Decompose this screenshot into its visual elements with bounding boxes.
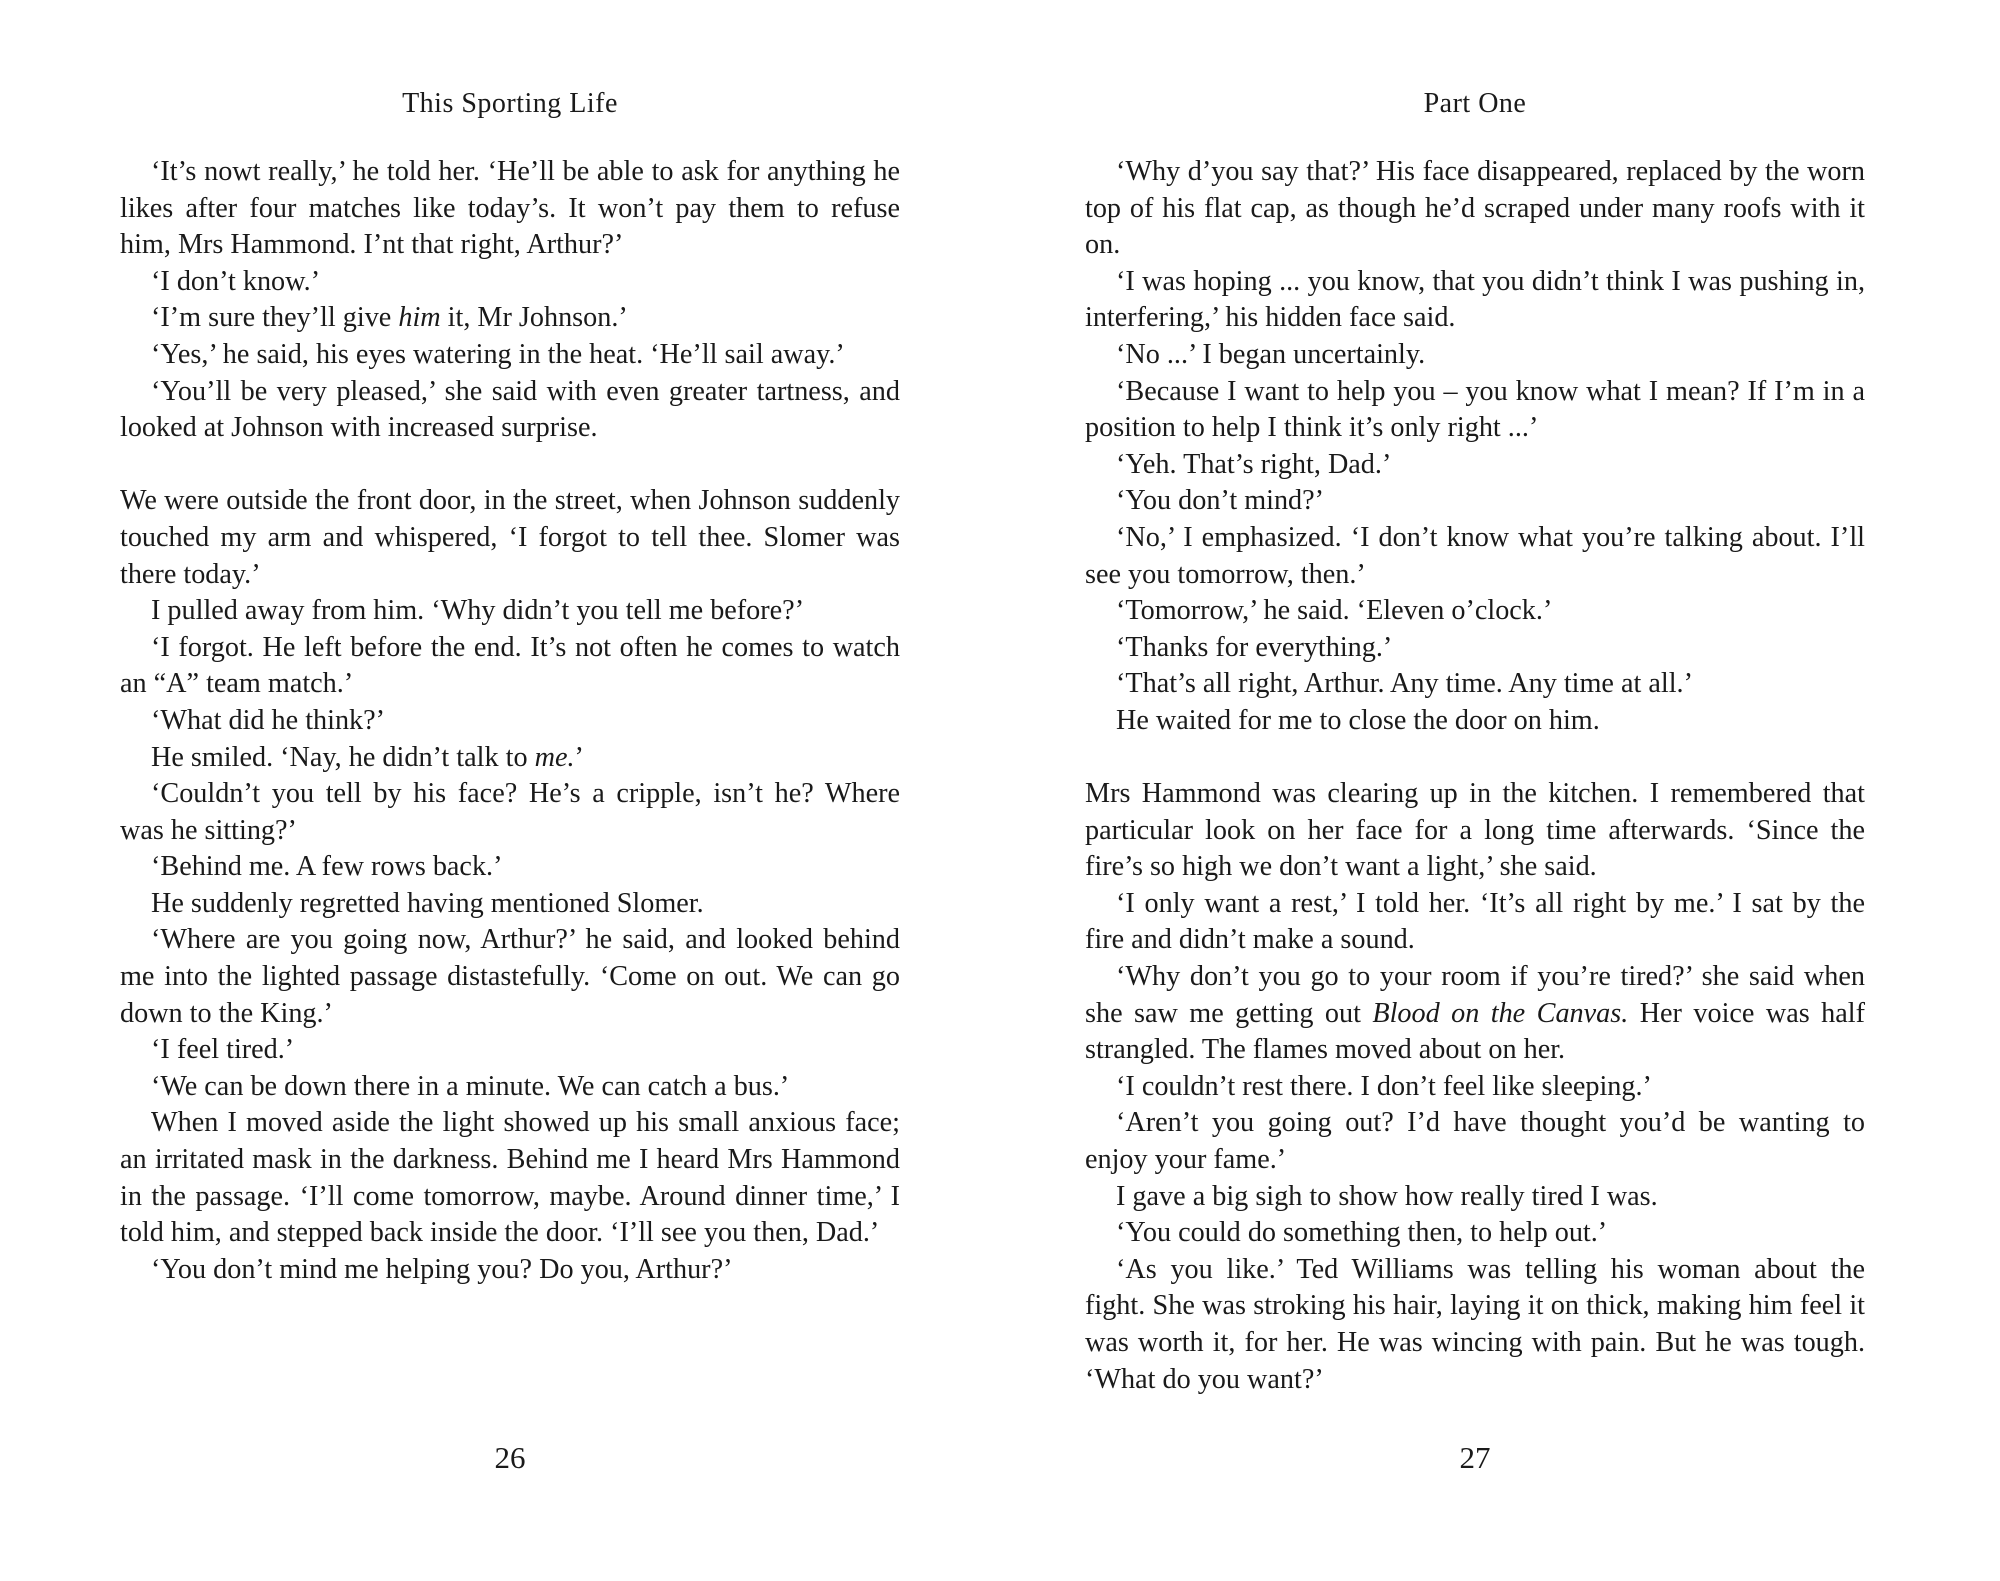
paragraph: ‘It’s nowt really,’ he told her. ‘He’ll be able to ask for anything he likes after four matches like today’s. It won’t pay them to refuse him, Mrs Hammond. I’nt that right, Arthur?’ bbox=[120, 156, 900, 261]
paragraph: ‘No,’ I emphasized. ‘I don’t know what you’re talking about. I’ll see you tomorrow, then.’ bbox=[1085, 521, 1865, 590]
paragraph: I gave a big sigh to show how really tired I was. bbox=[1116, 1180, 1658, 1212]
running-head-part: Part One bbox=[1423, 88, 1527, 119]
paragraph: ‘I’m sure they’ll give him it, Mr Johnson.’ bbox=[151, 302, 628, 334]
paragraph: When I moved aside the light showed up his small anxious face; an irritated mask in the darkness. Behind me I heard Mrs Hammond in the passage. ‘I’ll come tomorrow, maybe. Around dinner time,’ I told him, and stepped back inside the door. ‘I’ll see you then, Dad.’ bbox=[120, 1107, 900, 1249]
paragraph: He waited for me to close the door on him. bbox=[1116, 704, 1600, 736]
paragraph: ‘That’s all right, Arthur. Any time. Any time at all.’ bbox=[1116, 668, 1693, 700]
section-opening-paragraph: We were outside the front door, in the street, when Johnson suddenly touched my arm and whispered, ‘I forgot to tell thee. Slomer was there today.’ bbox=[120, 485, 900, 590]
paragraph: ‘Why d’you say that?’ His face disappeared, replaced by the worn top of his flat cap, as though he’d scraped under many roofs with it on. bbox=[1085, 156, 1865, 261]
italic-emphasis: him bbox=[398, 302, 441, 334]
paragraph: ‘Why don’t you go to your room if you’re tired?’ she said when she saw me getting out Blood on the Canvas. Her voice was half strangled. The flames moved about on her. bbox=[1085, 961, 1865, 1066]
section-opening-paragraph: Mrs Hammond was clearing up in the kitchen. I remembered that particular look on her face for a long time afterwards. ‘Since the fire’s so high we don’t want a light,’ she said. bbox=[1085, 778, 1865, 883]
paragraph: ‘I was hoping ... you know, that you didn’t think I was pushing in, interfering,’ his hidden face said. bbox=[1085, 265, 1865, 334]
book-title-italic: Blood on the Canvas. bbox=[1372, 997, 1629, 1029]
running-head-title: This Sporting Life bbox=[402, 88, 618, 119]
paragraph: ‘Couldn’t you tell by his face? He’s a cripple, isn’t he? Where was he sitting?’ bbox=[120, 778, 900, 846]
paragraph: ‘I forgot. He left before the end. It’s not often he comes to watch an “A” team match.’ bbox=[120, 631, 900, 700]
paragraph: ‘Yeh. That’s right, Dad.’ bbox=[1116, 448, 1392, 480]
italic-emphasis: me. bbox=[534, 741, 575, 773]
paragraph: ‘No ...’ I began uncertainly. bbox=[1116, 338, 1426, 370]
paragraph: ‘Tomorrow,’ he said. ‘Eleven o’clock.’ bbox=[1116, 595, 1553, 627]
page-number-left: 26 bbox=[494, 1440, 526, 1475]
paragraph: ‘I don’t know.’ bbox=[151, 265, 321, 297]
paragraph: ‘You’ll be very pleased,’ she said with even greater tartness, and looked at Johnson with increased surprise. bbox=[120, 375, 900, 444]
paragraph: ‘Yes,’ he said, his eyes watering in the heat. ‘He’ll sail away.’ bbox=[151, 338, 845, 370]
left-page bbox=[120, 0, 900, 1581]
paragraph: ‘You could do something then, to help out.’ bbox=[1116, 1217, 1608, 1249]
right-page bbox=[1085, 0, 1865, 1581]
page-number-right: 27 bbox=[1459, 1440, 1491, 1475]
left-page-text bbox=[120, 154, 900, 1288]
paragraph: ‘You don’t mind me helping you? Do you, Arthur?’ bbox=[151, 1253, 733, 1285]
paragraph: ‘As you like.’ Ted Williams was telling his woman about the fight. She was stroking his hair, laying it on thick, making him feel it was worth it, for her. He was wincing with pain. But he was tough. ‘What do you want?’ bbox=[1085, 1253, 1865, 1395]
paragraph: He smiled. ‘Nay, he didn’t talk to me.’ bbox=[151, 741, 584, 773]
paragraph: ‘Aren’t you going out? I’d have thought you’d be wanting to enjoy your fame.’ bbox=[1085, 1107, 1865, 1176]
paragraph: I pulled away from him. ‘Why didn’t you tell me before?’ bbox=[151, 595, 805, 627]
paragraph: ‘Behind me. A few rows back.’ bbox=[151, 851, 503, 883]
paragraph: ‘Thanks for everything.’ bbox=[1116, 631, 1393, 663]
paragraph: He suddenly regretted having mentioned Slomer. bbox=[151, 887, 704, 919]
paragraph: ‘Where are you going now, Arthur?’ he said, and looked behind me into the lighted passage distastefully. ‘Come on out. We can go down to the King.’ bbox=[120, 924, 900, 1029]
paragraph: ‘We can be down there in a minute. We can catch a bus.’ bbox=[151, 1070, 790, 1102]
paragraph: ‘Because I want to help you – you know what I mean? If I’m in a position to help I think it’s only right ...’ bbox=[1085, 375, 1865, 444]
paragraph: ‘I couldn’t rest there. I don’t feel like sleeping.’ bbox=[1116, 1070, 1652, 1102]
right-page-text bbox=[1085, 154, 1865, 1398]
paragraph: ‘I feel tired.’ bbox=[151, 1034, 295, 1066]
paragraph: ‘What did he think?’ bbox=[151, 704, 386, 736]
paragraph: ‘You don’t mind?’ bbox=[1116, 485, 1325, 517]
paragraph: ‘I only want a rest,’ I told her. ‘It’s all right by me.’ I sat by the fire and didn’t make a sound. bbox=[1085, 887, 1865, 956]
